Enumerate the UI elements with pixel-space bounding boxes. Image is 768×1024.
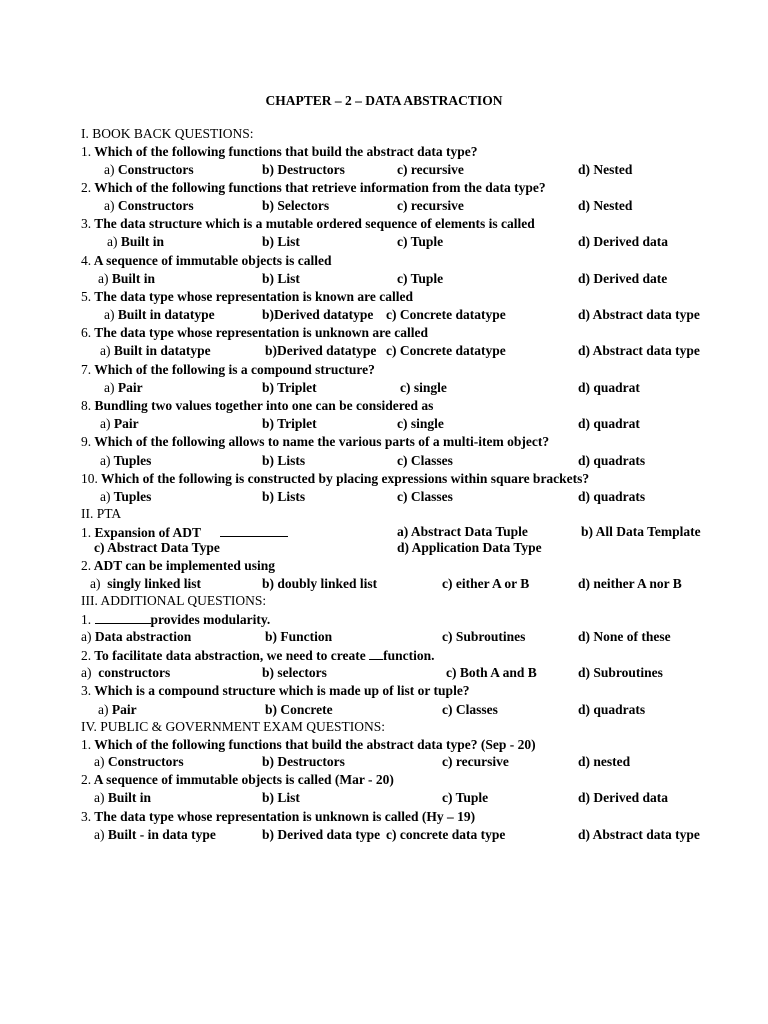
option-d: d) neither A nor B — [578, 576, 682, 591]
option-d: d) nested — [578, 754, 631, 769]
option-d: d) quadrat — [578, 416, 640, 431]
option-d: d) Nested — [578, 162, 633, 177]
question-add-3: 3. Which is a compound structure which is made up of list or tuple? — [81, 683, 470, 698]
option-d: d) quadrats — [578, 702, 646, 717]
option-d: d) Derived date — [578, 271, 668, 286]
option-a: a) constructors — [81, 665, 171, 680]
option-b: b) Destructors — [262, 162, 345, 177]
option-c: c) Classes — [397, 489, 453, 504]
question-3: 3. The data structure which is a mutable ordered sequence of elements is called — [81, 216, 535, 231]
question-5: 5. The data type whose representation is known are called — [81, 289, 414, 304]
option-b: b) Function — [265, 629, 333, 644]
question-add-1: 1. provides modularity. — [81, 612, 271, 627]
option-d: d) Subroutines — [578, 665, 663, 680]
option-c: c) Concrete datatype — [386, 307, 506, 322]
option-d: d) quadrat — [578, 380, 640, 395]
option-c: c) Tuple — [442, 790, 489, 805]
option-a: a) Built in — [107, 234, 165, 249]
option-d: d) Application Data Type — [397, 540, 542, 555]
option-c: c) Abstract Data Type — [94, 540, 220, 555]
option-a: a) Built in — [98, 271, 156, 286]
option-b: b) Triplet — [262, 380, 317, 395]
section-heading: IV. PUBLIC & GOVERNMENT EXAM QUESTIONS: — [81, 719, 386, 734]
option-c: c) Classes — [442, 702, 498, 717]
question-4: 4. A sequence of immutable objects is called — [81, 253, 332, 268]
option-d: d) Abstract data type — [578, 343, 700, 358]
option-d: d) Abstract data type — [578, 827, 700, 842]
option-b: b) selectors — [262, 665, 327, 680]
answer-blank — [95, 611, 151, 624]
option-a: a) Pair — [100, 416, 139, 431]
option-b: b) List — [262, 790, 300, 805]
option-b: b) Lists — [262, 453, 306, 468]
option-b: b) Derived data type — [262, 827, 381, 842]
option-b: b)Derived datatype — [265, 343, 377, 358]
question-exam-1: 1. Which of the following functions that build the abstract data type? (Sep - 20) — [81, 737, 536, 752]
option-c: c) Subroutines — [442, 629, 526, 644]
option-a: a) Tuples — [100, 453, 152, 468]
question-1: 1. Which of the following functions that build the abstract data type? — [81, 144, 478, 159]
chapter-title: CHAPTER – 2 – DATA ABSTRACTION — [265, 93, 503, 108]
section-heading: III. ADDITIONAL QUESTIONS: — [81, 593, 267, 608]
question-2: 2. Which of the following functions that retrieve information from the data type? — [81, 180, 546, 195]
question-10: 10. Which of the following is constructed by placing expressions within square brackets? — [81, 471, 590, 486]
option-b: b) Destructors — [262, 754, 345, 769]
option-a: a) Abstract Data Tuple — [397, 524, 528, 539]
option-c: c) concrete data type — [386, 827, 506, 842]
section-heading: I. BOOK BACK QUESTIONS: — [81, 126, 254, 141]
option-c: c) Classes — [397, 453, 453, 468]
question-exam-3: 3. The data type whose representation is unknown is called (Hy – 19) — [81, 809, 476, 824]
option-d: d) quadrats — [578, 489, 646, 504]
option-c: c) Concrete datatype — [386, 343, 506, 358]
option-a: a) singly linked list — [90, 576, 202, 591]
option-d: d) Derived data — [578, 790, 668, 805]
answer-blank — [220, 524, 288, 537]
option-b: b)Derived datatype — [262, 307, 374, 322]
option-d: d) Nested — [578, 198, 633, 213]
option-c: c) recursive — [442, 754, 509, 769]
option-a: a) Built in datatype — [100, 343, 211, 358]
option-c: c) recursive — [397, 162, 464, 177]
option-b: b) List — [262, 234, 300, 249]
option-c: c) single — [397, 416, 444, 431]
option-d: d) Abstract data type — [578, 307, 700, 322]
option-b: b) Lists — [262, 489, 306, 504]
option-a: a) Built - in data type — [94, 827, 216, 842]
option-b: b) Concrete — [265, 702, 333, 717]
option-c: c) Tuple — [397, 271, 444, 286]
option-c: c) either A or B — [442, 576, 530, 591]
option-a: a) Constructors — [94, 754, 184, 769]
option-a: a) Built in datatype — [104, 307, 215, 322]
question-7: 7. Which of the following is a compound structure? — [81, 362, 375, 377]
option-c: c) single — [400, 380, 447, 395]
option-b: b) Triplet — [262, 416, 317, 431]
option-c: c) Tuple — [397, 234, 444, 249]
option-a: a) Tuples — [100, 489, 152, 504]
option-a: a) Pair — [98, 702, 137, 717]
question-pta-1: 1. Expansion of ADT — [81, 524, 288, 541]
option-a: a) Built in — [94, 790, 152, 805]
option-a: a) Constructors — [104, 198, 194, 213]
question-9: 9. Which of the following allows to name the various parts of a multi-item object? — [81, 434, 550, 449]
option-d: d) quadrats — [578, 453, 646, 468]
question-exam-2: 2. A sequence of immutable objects is called (Mar - 20) — [81, 772, 394, 787]
question-add-2: 2. To facilitate data abstraction, we need to create function. — [81, 648, 435, 663]
section-heading: II. PTA — [81, 506, 122, 521]
option-a: a) Constructors — [104, 162, 194, 177]
option-d: d) None of these — [578, 629, 671, 644]
option-c: c) Both A and B — [446, 665, 537, 680]
question-pta-2: 2. ADT can be implemented using — [81, 558, 276, 573]
option-b: b) Selectors — [262, 198, 330, 213]
question-6: 6. The data type whose representation is unknown are called — [81, 325, 429, 340]
option-a: a) Data abstraction — [81, 629, 192, 644]
option-d: d) Derived data — [578, 234, 668, 249]
question-8: 8. Bundling two values together into one can be considered as — [81, 398, 434, 413]
answer-blank — [369, 647, 383, 660]
option-b: b) All Data Template — [581, 524, 701, 539]
option-b: b) List — [262, 271, 300, 286]
option-a: a) Pair — [104, 380, 143, 395]
option-c: c) recursive — [397, 198, 464, 213]
option-b: b) doubly linked list — [262, 576, 378, 591]
